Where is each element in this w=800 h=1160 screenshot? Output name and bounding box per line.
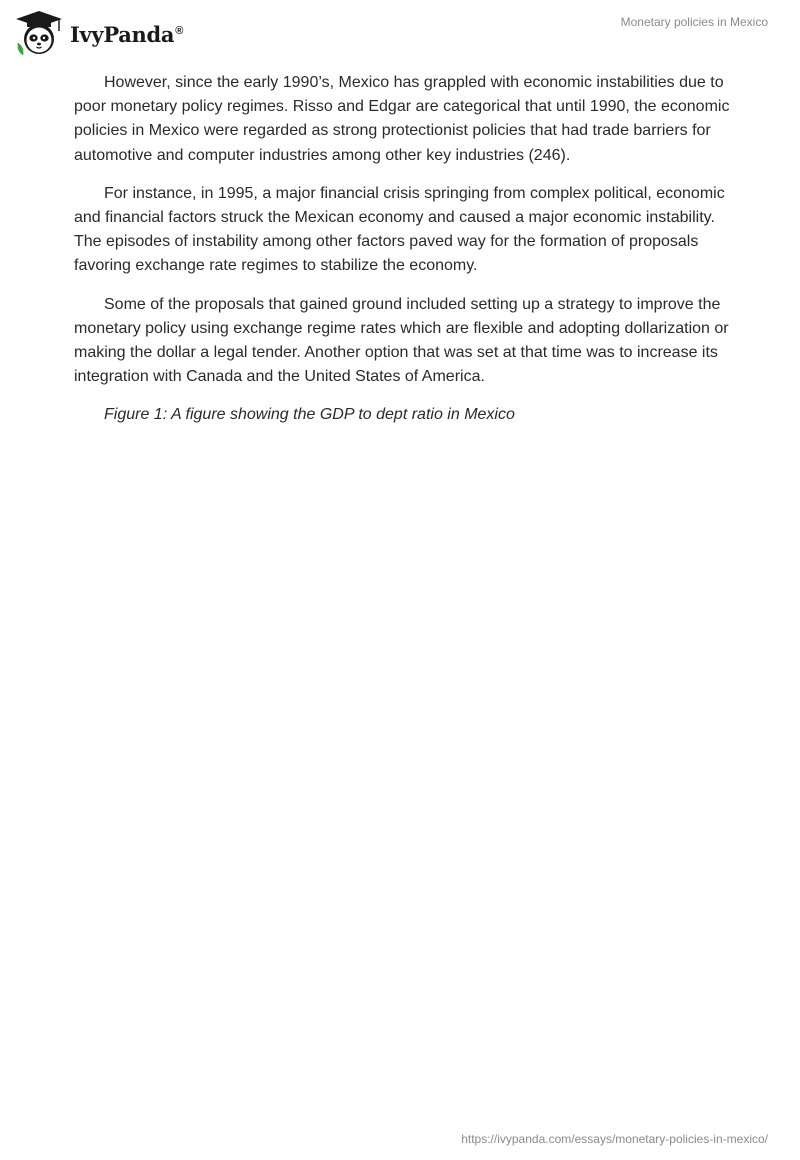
essay-body bbox=[74, 71, 734, 427]
source-url[interactable]: https://ivypanda.com/essays/monetary-policies-in-mexico/ bbox=[461, 1132, 768, 1146]
panda-graduate-icon bbox=[14, 9, 64, 57]
document-title: Monetary policies in Mexico bbox=[620, 15, 768, 29]
paragraph: Some of the proposals that gained ground included setting up a strategy to improve the monetary policy using exchange regime rates which are flexible and adopting dollarization or making the dollar a legal tender. Another option that was set at that time was to increase its integration with Canada and the United States of America. bbox=[74, 295, 729, 386]
page-header bbox=[0, 0, 800, 70]
logo-text bbox=[70, 22, 183, 47]
figure-caption: Figure 1: A figure showing the GDP to dept ratio in Mexico bbox=[104, 406, 515, 424]
paragraph: For instance, in 1995, a major financial crisis springing from complex political, economic and financial factors struck the Mexican economy and caused a major economic instability. The episodes of instability among other factors paved way for the formation of proposals favoring exchange rate regimes to stabilize the economy. bbox=[74, 184, 725, 275]
logo-wordmark: IvyPanda bbox=[70, 21, 175, 47]
registered-mark: ® bbox=[175, 24, 184, 37]
paragraph: However, since the early 1990’s, Mexico has grappled with economic instabilities due to poor monetary policy regimes. Risso and Edgar are categorical that until 1990, the economic policies in Mexico were regarded as strong protectionist policies that had trade barriers for automotive and computer industries among other key industries (246). bbox=[74, 74, 730, 164]
ivypanda-logo[interactable] bbox=[14, 8, 183, 58]
